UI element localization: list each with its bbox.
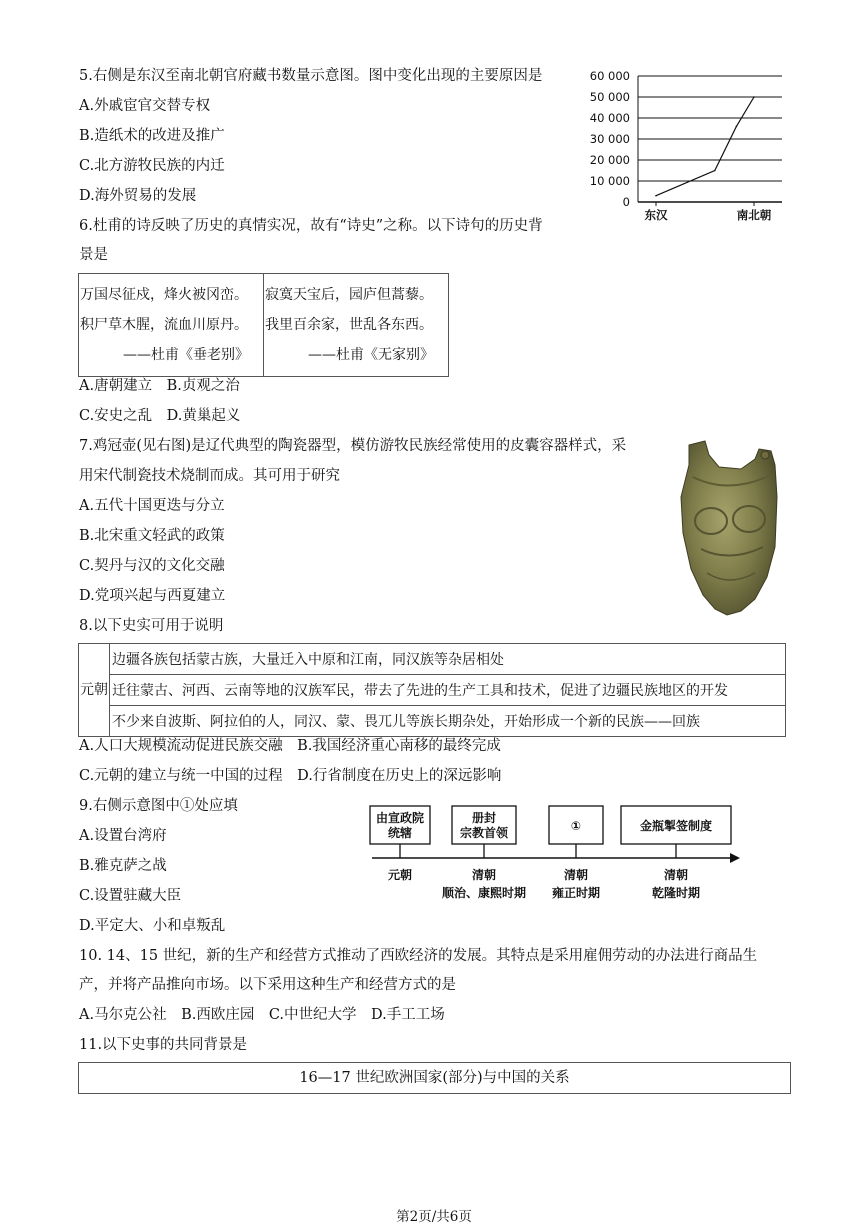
q6-stem-1: 6.杜甫的诗反映了历史的真情实况，故有“诗史”之称。以下诗句的历史背 (79, 218, 543, 234)
timeline-event-label: 金瓶掣签制度 (639, 819, 713, 833)
timeline-event-label: 宗教首领 (459, 826, 509, 840)
q6-options-1: A.唐朝建立 B.贞观之治 (79, 378, 240, 394)
table-label: 元朝 (80, 682, 108, 698)
poem-table (78, 273, 449, 377)
table-row-text: 不少来自波斯、阿拉伯的人，同汉、蒙、畏兀儿等族长期杂处，开始形成一个新的民族——回族 (112, 714, 700, 730)
timeline-period-label: 乾隆时期 (651, 886, 701, 900)
q5-option-a: A.外戚宦官交替专权 (79, 98, 211, 114)
timeline-period-label: 顺治、康熙时期 (441, 886, 527, 900)
timeline-arrow-icon (730, 853, 740, 863)
poem-right-cell (264, 274, 448, 376)
page-number: 第2页/共6页 (396, 1209, 472, 1225)
q10-options: A.马尔克公社 B.西欧庄园 C.中世纪大学 D.手工工场 (79, 1007, 445, 1023)
table-row (110, 644, 785, 675)
y-tick-label: 10 000 (589, 174, 630, 188)
y-tick-label: 0 (622, 195, 630, 209)
poem-left-cell (79, 274, 264, 376)
qing-tibet-timeline (358, 800, 748, 908)
timeline-event-label: 由宣政院 (375, 811, 425, 825)
table-label-cell (79, 644, 110, 736)
q7-option-c: C.契丹与汉的文化交融 (79, 558, 225, 574)
timeline-event-label: ① (570, 819, 582, 833)
cockscomb-pot-image (671, 437, 789, 618)
timeline-period-label: 清朝 (563, 868, 589, 882)
q9-option-a: A.设置台湾府 (79, 828, 167, 844)
table-row-text: 迁往蒙古、河西、云南等地的汉族军民，带去了先进的生产工具和技术，促进了边疆民族地区的开发 (112, 683, 728, 699)
table-row (110, 706, 785, 736)
q7-option-b: B.北宋重文轻武的政策 (79, 528, 225, 544)
timeline-event-label: 统辖 (387, 826, 413, 840)
timeline-period-label: 元朝 (387, 868, 413, 882)
q8-stem: 8.以下史实可用于说明 (79, 618, 224, 634)
timeline-period-label: 清朝 (471, 868, 497, 882)
table-row-text: 边疆各族包括蒙古族，大量迁入中原和江南，同汉族等杂居相处 (112, 652, 504, 668)
timeline-period-label: 雍正时期 (551, 886, 601, 900)
q8-options-2: C.元朝的建立与统一中国的过程 D.行省制度在历史上的深远影响 (79, 768, 502, 784)
timeline-event-label: 册封 (471, 811, 497, 825)
timeline-period-label: 清朝 (663, 868, 689, 882)
data-point (753, 96, 755, 98)
data-point (736, 126, 738, 128)
y-tick-label: 20 000 (589, 153, 630, 167)
q9-option-d: D.平定大、小和卓叛乱 (79, 918, 226, 934)
q7-stem-2: 用宋代制瓷技术烧制而成。其可用于研究 (79, 468, 340, 484)
q7-option-d: D.党项兴起与西夏建立 (79, 588, 226, 604)
y-tick-label: 60 000 (589, 69, 630, 83)
y-tick-label: 50 000 (589, 90, 630, 104)
x-tick-label: 东汉 (644, 208, 668, 222)
q6-stem-2: 景是 (79, 247, 108, 263)
q7-option-a: A.五代十国更迭与分立 (79, 498, 225, 514)
q9-option-b: B.雅克萨之战 (79, 858, 167, 874)
poem-right-line-1: 寂寞天宝后，园庐但蒿藜。 (265, 287, 433, 303)
q9-stem: 9.右侧示意图中①处应填 (79, 798, 238, 814)
data-point (655, 195, 657, 197)
poem-left-line-1: 万国尽征戍，烽火被冈峦。 (80, 287, 248, 303)
q5-option-c: C.北方游牧民族的内迁 (79, 158, 225, 174)
q10-stem-2: 产，并将产品推向市场。以下采用这种生产和经营方式的是 (79, 977, 456, 993)
q11-table-title: 16—17 世纪欧洲国家(部分)与中国的关系 (78, 1062, 791, 1094)
poem-right-source: ——杜甫《无家别》 (308, 347, 434, 363)
book-collection-chart (578, 66, 792, 226)
table-row (110, 675, 785, 706)
q11-stem: 11.以下史事的共同背景是 (79, 1037, 248, 1053)
q5-stem: 5.右侧是东汉至南北朝官府藏书数量示意图。图中变化出现的主要原因是 (79, 68, 543, 84)
q6-options-2: C.安史之乱 D.黄巢起义 (79, 408, 241, 424)
poem-left-line-2: 积尸草木腥，流血川原丹。 (80, 317, 248, 333)
poem-right-line-2: 我里百余家，世乱各东西。 (265, 317, 433, 333)
q8-options-1: A.人口大规模流动促进民族交融 B.我国经济重心南移的最终完成 (79, 738, 501, 754)
data-point (714, 170, 716, 172)
q5-option-b: B.造纸术的改进及推广 (79, 128, 225, 144)
yuan-facts-table (78, 643, 786, 737)
y-tick-label: 40 000 (589, 111, 630, 125)
q9-option-c: C.设置驻藏大臣 (79, 888, 182, 904)
q7-stem-1: 7.鸡冠壶(见右图)是辽代典型的陶瓷器型，模仿游牧民族经常使用的皮囊容器样式，采 (79, 438, 627, 454)
q10-stem-1: 10. 14、15 世纪，新的生产和经营方式推动了西欧经济的发展。其特点是采用雇佣劳动的办法进行商品生 (79, 948, 758, 964)
poem-left-source: ——杜甫《垂老别》 (123, 347, 249, 363)
x-tick-label: 南北朝 (736, 208, 772, 222)
y-tick-label: 30 000 (589, 132, 630, 146)
q5-option-d: D.海外贸易的发展 (79, 188, 197, 204)
